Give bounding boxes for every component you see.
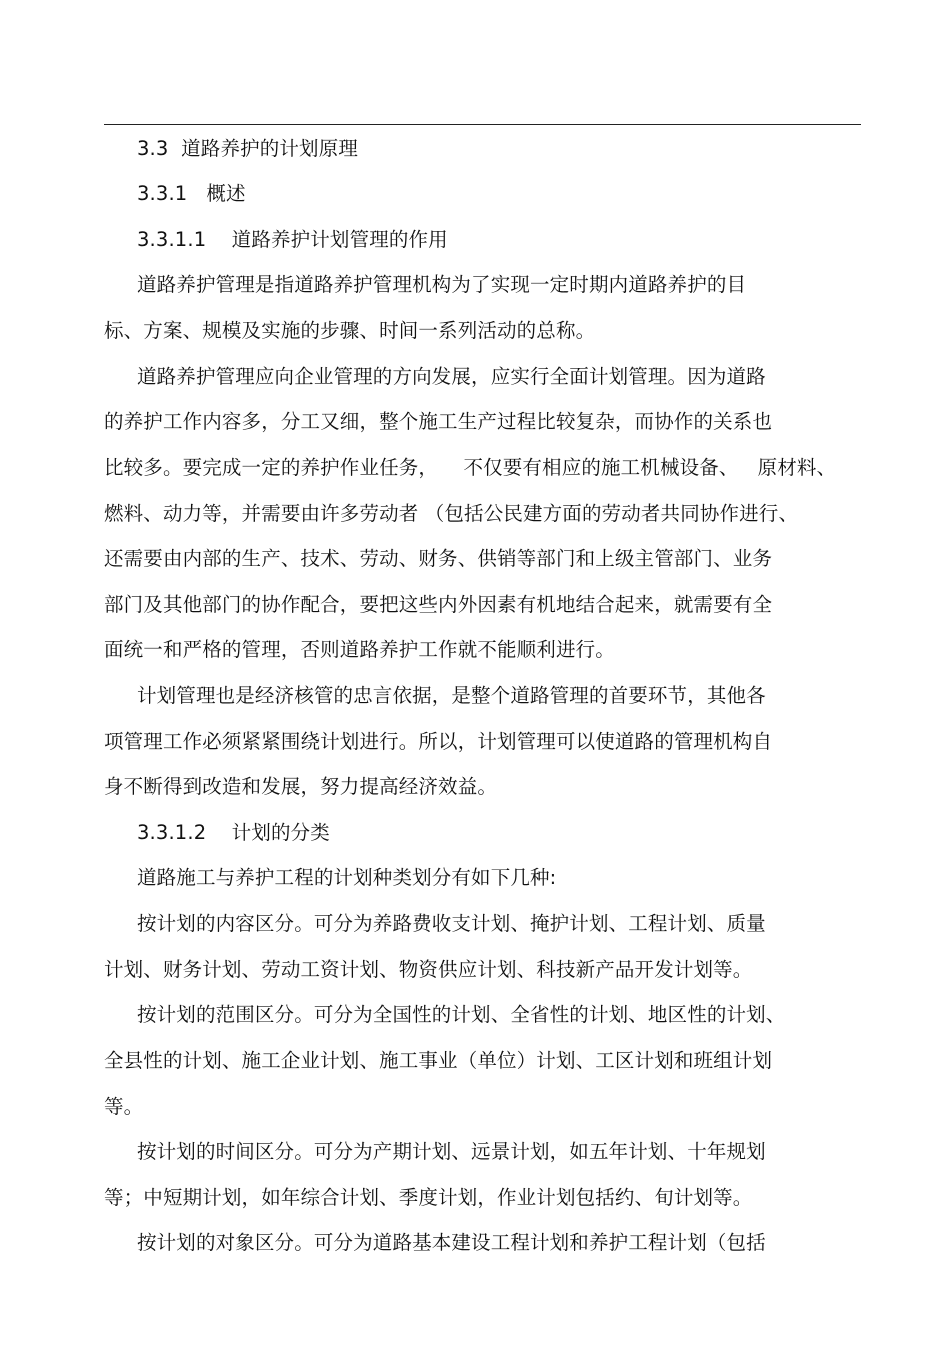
paragraph-line: 还需要由内部的生产、技术、劳动、财务、供销等部门和上级主管部门、业务: [104, 547, 773, 570]
paragraph-line: 项管理工作必须紧紧围绕计划进行。所以，计划管理可以使道路的管理机构自: [104, 730, 773, 753]
paragraph-line: 标、方案、规模及实施的步骤、时间一系列活动的总称。: [104, 319, 596, 342]
section-heading-3-3-1-1: 3.3.1.1 道路养护计划管理的作用: [137, 228, 448, 251]
paragraph-line: 的养护工作内容多，分工又细，整个施工生产过程比较复杂，而协作的关系也: [104, 410, 773, 433]
paragraph-line: 面统一和严格的管理，否则道路养护工作就不能顺利进行。: [104, 638, 615, 661]
paragraph-line: 按计划的内容区分。可分为养路费收支计划、掩护计划、工程计划、质量: [137, 912, 766, 935]
paragraph-line: 等。: [104, 1095, 144, 1118]
paragraph-line: 按计划的范围区分。可分为全国性的计划、全省性的计划、地区性的计划、: [137, 1003, 786, 1026]
paragraph-line: 燃料、动力等，并需要由许多劳动者 （包括公民建方面的劳动者共同协作进行、: [104, 502, 799, 525]
header-rule: [104, 124, 861, 125]
section-heading-3-3: 3.3 道路养护的计划原理: [137, 137, 359, 160]
paragraph-line: 道路养护管理是指道路养护管理机构为了实现一定时期内道路养护的目: [137, 273, 747, 296]
paragraph-line: 计划管理也是经济核管的忠言依据，是整个道路管理的首要环节，其他各: [137, 684, 766, 707]
paragraph-line: 全县性的计划、施工企业计划、施工事业（单位）计划、工区计划和班组计划: [104, 1049, 773, 1072]
section-heading-3-3-1: 3.3.1 概述: [137, 182, 246, 205]
paragraph-line: 计划、财务计划、劳动工资计划、物资供应计划、科技新产品开发计划等。: [104, 958, 753, 981]
paragraph-line: 比较多。要完成一定的养护作业任务， 不仅要有相应的施工机械设备、 原材料、: [104, 456, 837, 479]
paragraph-line: 等；中短期计划，如年综合计划、季度计划，作业计划包括约、旬计划等。: [104, 1186, 753, 1209]
paragraph-line: 按计划的对象区分。可分为道路基本建设工程计划和养护工程计划（包括: [137, 1231, 766, 1254]
paragraph-line: 身不断得到改造和发展，努力提高经济效益。: [104, 775, 498, 798]
section-heading-3-3-1-2: 3.3.1.2 计划的分类: [137, 821, 330, 844]
paragraph-line: 按计划的时间区分。可分为产期计划、远景计划，如五年计划、十年规划: [137, 1140, 766, 1163]
paragraph-line: 部门及其他部门的协作配合，要把这些内外因素有机地结合起来，就需要有全: [104, 593, 773, 616]
paragraph-line: 道路养护管理应向企业管理的方向发展，应实行全面计划管理。因为道路: [137, 365, 766, 388]
paragraph-line: 道路施工与养护工程的计划种类划分有如下几种:: [137, 866, 557, 889]
